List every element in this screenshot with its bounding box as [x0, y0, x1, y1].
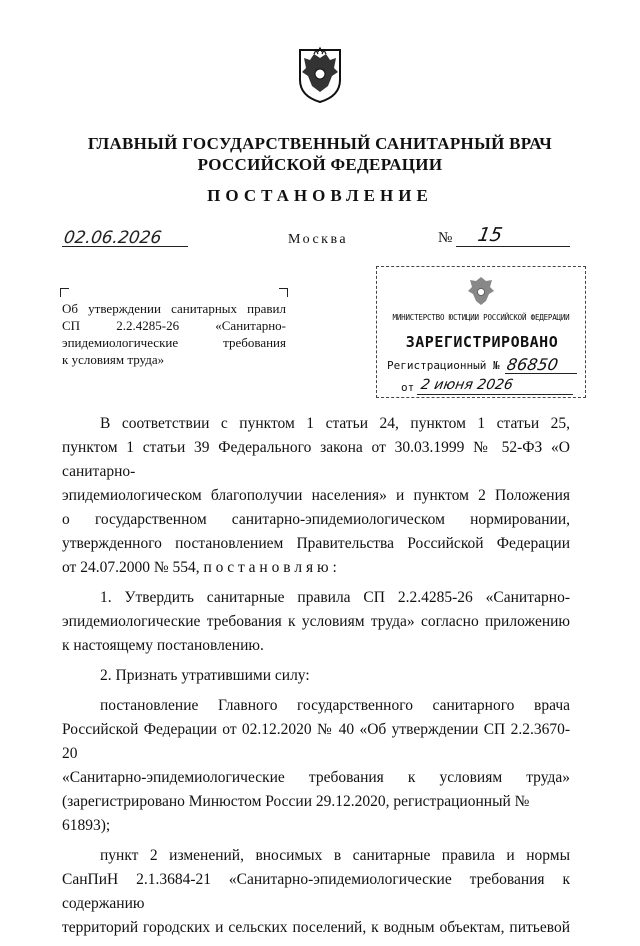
text-line: о государственном санитарно-эпидемиологическом нормировании, — [62, 511, 570, 528]
text-line: СанПиН 2.1.3684-21 «Санитарно-эпидемиологические требования к содержанию — [62, 871, 570, 912]
stamp-date-label: от — [401, 381, 415, 394]
stamp-number-underline — [505, 373, 577, 374]
text-line: от 24.07.2000 № 554, п о с т а н о в л я ю : — [62, 559, 337, 576]
number-underline — [456, 246, 570, 247]
stamp-reg-number: 86850 — [505, 355, 560, 374]
stamp-reg-label: Регистрационный № — [387, 359, 500, 372]
text-line: пункт 2 изменений, вносимых в санитарные правила и нормы — [100, 847, 570, 864]
number-label: № — [438, 230, 453, 246]
subject-line: Об утверждении санитарных правил — [62, 301, 286, 316]
subject-line: СП 2.2.4285-26 «Санитарно- — [62, 318, 286, 333]
date-underline — [62, 246, 188, 247]
document-type: ПОСТАНОВЛЕНИЕ — [207, 186, 433, 205]
text-line: пунктом 1 статьи 39 Федерального закона от 30.03.1999 № 52-ФЗ «О санитарно- — [62, 439, 570, 480]
stamp-date: 2 июня 2026 — [419, 377, 515, 393]
document-number: 15 — [476, 224, 505, 246]
stamp-date-underline — [417, 394, 573, 395]
subject-line: эпидемиологические требования — [62, 335, 286, 350]
paragraph-preamble — [62, 412, 570, 580]
text-line: 2. Признать утратившими силу: — [100, 667, 310, 684]
text-line: (зарегистрировано Минюстом России 29.12.2020, регистрационный № 61893); — [62, 793, 530, 834]
stamp-ministry: МИНИСТЕРСТВО ЮСТИЦИИ РОССИЙСКОЙ ФЕДЕРАЦИИ — [392, 313, 570, 322]
body-text — [62, 412, 570, 946]
subject-bracket-right — [279, 288, 288, 297]
issuer-title-line1: ГЛАВНЫЙ ГОСУДАРСТВЕННЫЙ САНИТАРНЫЙ ВРАЧ — [87, 134, 553, 153]
stamp-emblem-icon — [463, 273, 499, 309]
issuer-title-line2: РОССИЙСКОЙ ФЕДЕРАЦИИ — [197, 155, 443, 174]
text-line: В соответствии с пунктом 1 статьи 24, пунктом 1 статьи 25, — [100, 415, 570, 432]
document-date: 02.06.2026 — [62, 228, 163, 248]
text-line: к настоящему постановлению. — [62, 637, 264, 654]
text-line: постановление Главного государственного санитарного врача — [100, 697, 570, 714]
text-line: эпидемиологические требования к условиям труда» согласно приложению — [62, 613, 570, 630]
city: Москва — [288, 232, 349, 247]
subject-bracket-left — [60, 288, 69, 297]
paragraph-repeal-1 — [62, 694, 570, 838]
text-line: эпидемиологическом благополучии населения» и пунктом 2 Положения — [62, 487, 570, 504]
paragraph-item-1 — [62, 586, 570, 658]
subject-line: к условиям труда» — [62, 352, 165, 367]
stamp-registered: ЗАРЕГИСТРИРОВАНО — [405, 333, 559, 351]
text-line: Российской Федерации от 02.12.2020 № 40 «Об утверждении СП 2.2.3670-20 — [62, 721, 570, 762]
paragraph-item-2 — [62, 664, 570, 688]
text-line: утвержденного постановлением Правительства Российской Федерации — [62, 535, 570, 552]
text-line: 1. Утвердить санитарные правила СП 2.2.4285-26 «Санитарно- — [100, 589, 570, 606]
registration-stamp — [376, 266, 586, 398]
russian-coat-of-arms-icon — [294, 46, 346, 104]
paragraph-repeal-2 — [62, 844, 570, 940]
text-line: территорий городских и сельских поселений, к водным объектам, питьевой — [62, 919, 570, 936]
subject-block — [62, 300, 286, 368]
text-line: «Санитарно-эпидемиологические требования к условиям труда» — [62, 769, 570, 786]
